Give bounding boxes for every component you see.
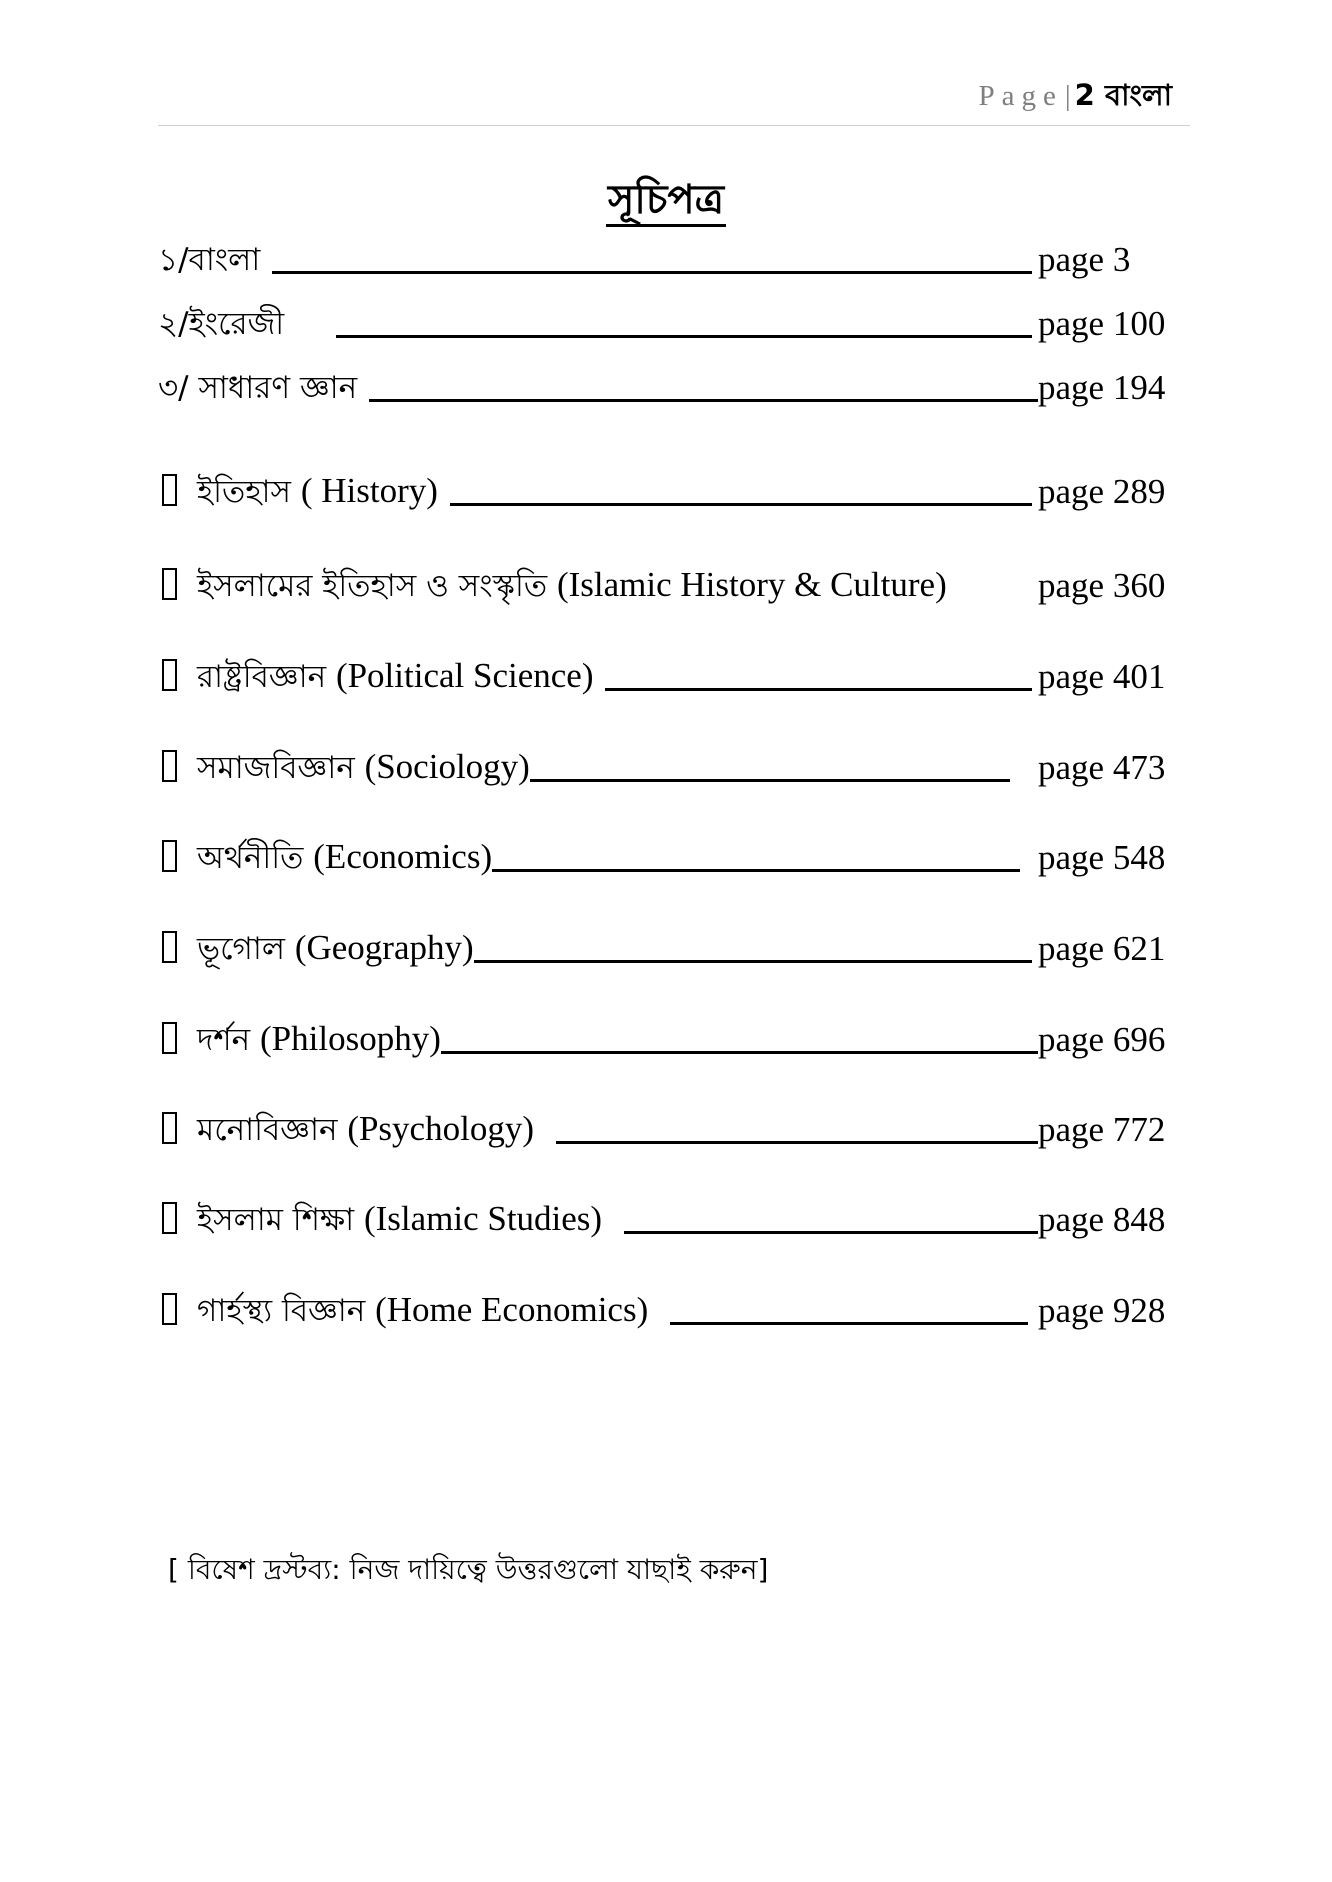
toc-row [158,744,1198,790]
bullet-box-icon [162,659,177,691]
toc-leader-line [450,503,1032,506]
toc-row [158,653,1198,699]
toc-leader-line [369,399,1038,402]
toc-leader-line [530,779,1010,782]
bullet-box-icon [162,1112,177,1144]
toc-page-ref: page 194 [1038,368,1166,407]
toc-page-ref: page 289 [1038,472,1166,511]
page-header [978,78,1172,113]
toc-leader-line [441,1051,1038,1054]
toc-leader-line [605,688,1032,691]
toc-leader-line [272,271,1032,274]
header-page-number: 2 বাংলা [1074,78,1172,112]
bullet-box-icon [162,1202,177,1234]
header-page-word: Page [978,80,1063,112]
toc-label: দর্শন (Philosophy) [197,1019,441,1058]
toc-page-ref: page 548 [1038,838,1166,877]
bullet-box-icon [162,474,177,506]
disclaimer-note: [ বিষেশ দ্রস্টব্য: নিজ দায়িত্বে উত্তরগুলো যাছাই করুন] [168,1553,769,1586]
toc-row [158,1016,1198,1062]
toc-label: ১/বাংলা [158,242,261,278]
toc-row [158,834,1198,880]
toc-label: সমাজবিজ্ঞান (Sociology) [197,747,530,786]
toc-label: ইসলামের ইতিহাস ও সংস্কৃতি (Islamic History & Culture) [197,565,947,604]
toc-row [158,925,1198,971]
toc-page-ref: page 3 [1038,240,1131,279]
bullet-box-icon [162,931,177,963]
toc-label: অর্থনীতি (Economics) [197,837,493,876]
toc-row [158,562,1198,608]
toc-page-ref: page 401 [1038,657,1166,696]
bullet-box-icon [162,568,177,600]
bullet-box-icon [162,840,177,872]
toc-label: গার্হস্থ্য বিজ্ঞান (Home Economics) [197,1290,649,1329]
bullet-box-icon [162,1293,177,1325]
toc-page-ref: page 360 [1038,566,1166,605]
toc-label: ২/ইংরেজী [158,306,285,342]
toc-page-ref: page 928 [1038,1291,1166,1330]
toc-leader-line [492,869,1020,872]
bullet-box-icon [162,1022,177,1054]
toc-label: মনোবিজ্ঞান (Psychology) [197,1109,534,1148]
toc-row [158,236,1198,282]
toc-row [158,1106,1198,1152]
toc-row [158,468,1198,514]
toc-row [158,1196,1198,1242]
toc-page-ref: page 848 [1038,1200,1166,1239]
toc-label: রাষ্ট্রবিজ্ঞান (Political Science) [197,656,594,695]
toc-page-ref: page 696 [1038,1020,1166,1059]
toc-page-ref: page 772 [1038,1110,1166,1149]
toc-leader-line [556,1141,1038,1144]
toc-leader-line [624,1231,1038,1234]
toc-row [158,1287,1198,1333]
toc-label: ইসলাম শিক্ষা (Islamic Studies) [197,1199,603,1238]
toc-leader-line [336,335,1032,338]
toc-leader-line [670,1322,1028,1325]
header-divider [158,125,1190,126]
toc-row [158,364,1198,410]
toc-page-ref: page 100 [1038,304,1166,343]
toc-label: ভূগোল (Geography) [197,928,474,967]
bullet-box-icon [162,750,177,782]
toc-leader-line [474,960,1032,963]
toc-page-ref: page 473 [1038,748,1166,787]
header-separator: | [1064,80,1071,112]
page-title: সূচিপত্র [0,176,1332,224]
toc-row [158,300,1198,346]
toc-label: ইতিহাস ( History) [197,471,438,510]
toc-page-ref: page 621 [1038,929,1166,968]
toc-label: ৩/ সাধারণ জ্ঞান [158,370,358,406]
